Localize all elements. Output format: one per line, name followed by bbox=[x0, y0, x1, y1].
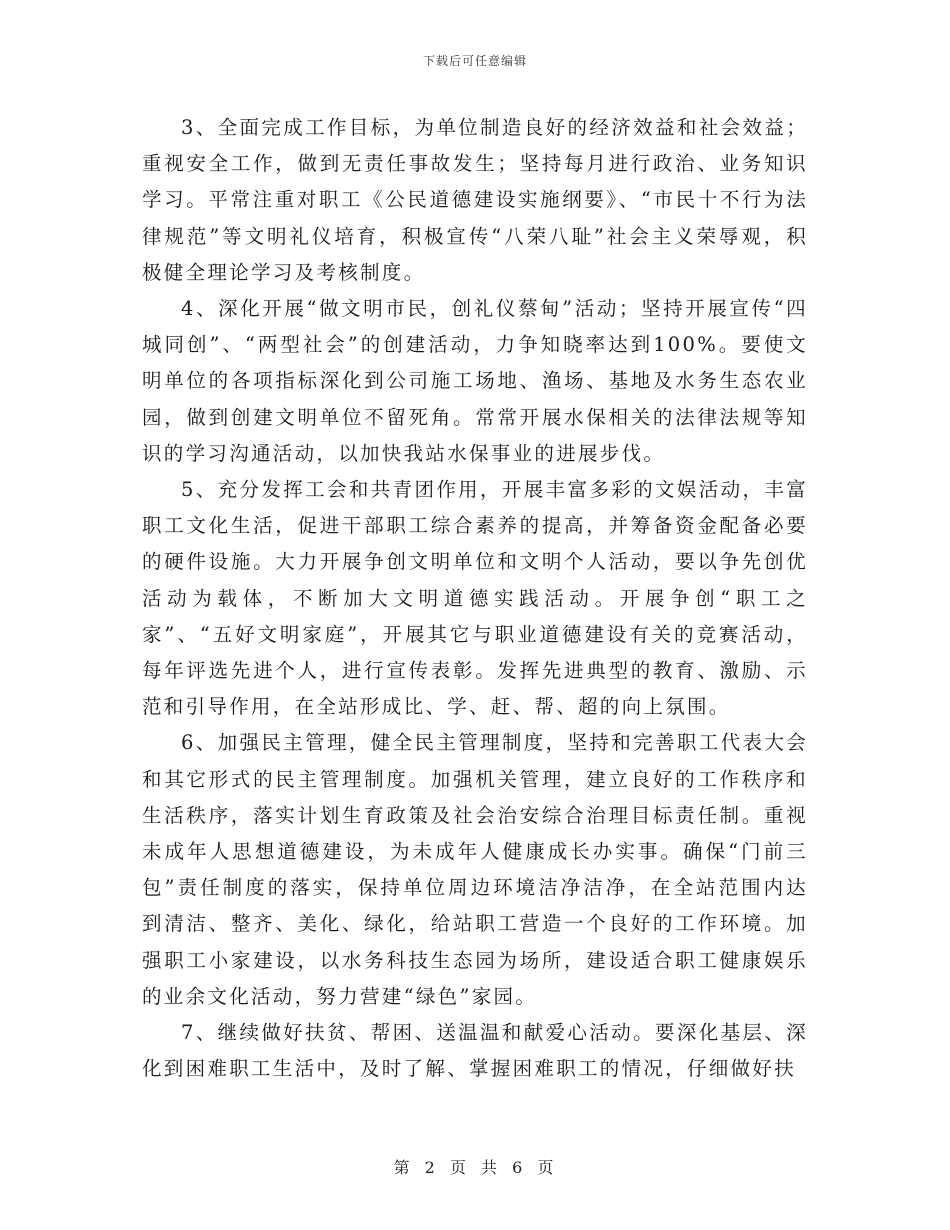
paragraph-3: 3、全面完成工作目标，为单位制造良好的经济效益和社会效益；重视安全工作，做到无责任事故发生；坚持每月进行政治、业务知识学习。平常注重对职工《公民道德建设实施纲要》、“市民十不行为法律规范”等文明礼仪培育，积极宣传“八荣八耻”社会主义荣辱观，积极健全理论学习及考核制度。 bbox=[142, 116, 808, 284]
paragraph-7: 7、继续做好扶贫、帮困、送温温和献爱心活动。要深化基层、深化到困难职工生活中，及时了解、掌握困难职工的情况，仔细做好扶 bbox=[142, 1021, 808, 1081]
paragraph-6: 6、加强民主管理，健全民主管理制度，坚持和完善职工代表大会和其它形式的民主管理制度。加强机关管理，建立良好的工作秩序和生活秩序，落实计划生育政策及社会治安综合治理目标责任制。重视未成年人思想道德建设，为未成年人健康成长办实事。确保“门前三包”责任制度的落实，保持单位周边环境洁净洁净，在全站范围内达到清洁、整齐、美化、绿化，给站职工营造一个良好的工作环境。加强职工小家建设，以水务科技生态园为场所，建设适合职工健康娱乐的业余文化活动，努力营建“绿色”家园。 bbox=[142, 731, 808, 1008]
paragraph-4: 4、深化开展“做文明市民，创礼仪蔡甸”活动；坚持开展宣传“四城同创”、“两型社会”的创建活动，力争知晓率达到100%。要使文明单位的各项指标深化到公司施工场地、渔场、基地及水务生态农业园，做到创建文明单位不留死角。常常开展水保相关的法律法规等知识的学习沟通活动，以加快我站水保事业的进展步伐。 bbox=[142, 297, 808, 465]
paragraph-5: 5、充分发挥工会和共青团作用，开展丰富多彩的文娱活动，丰富职工文化生活，促进干部职工综合素养的提高，并筹备资金配备必要的硬件设施。大力开展争创文明单位和文明个人活动，要以争先创优活动为载体，不断加大文明道德实践活动。开展争创“职工之家”、“五好文明家庭”，开展其它与职业道德建设有关的竞赛活动，每年评选先进个人，进行宣传表彰。发挥先进典型的教育、激励、示范和引导作用，在全站形成比、学、赶、帮、超的向上氛围。 bbox=[142, 478, 808, 719]
header-note: 下载后可任意编辑 bbox=[422, 54, 527, 68]
document-body bbox=[142, 110, 808, 1087]
page-number-footer: 第 2 页 共 6 页 bbox=[393, 1158, 557, 1177]
